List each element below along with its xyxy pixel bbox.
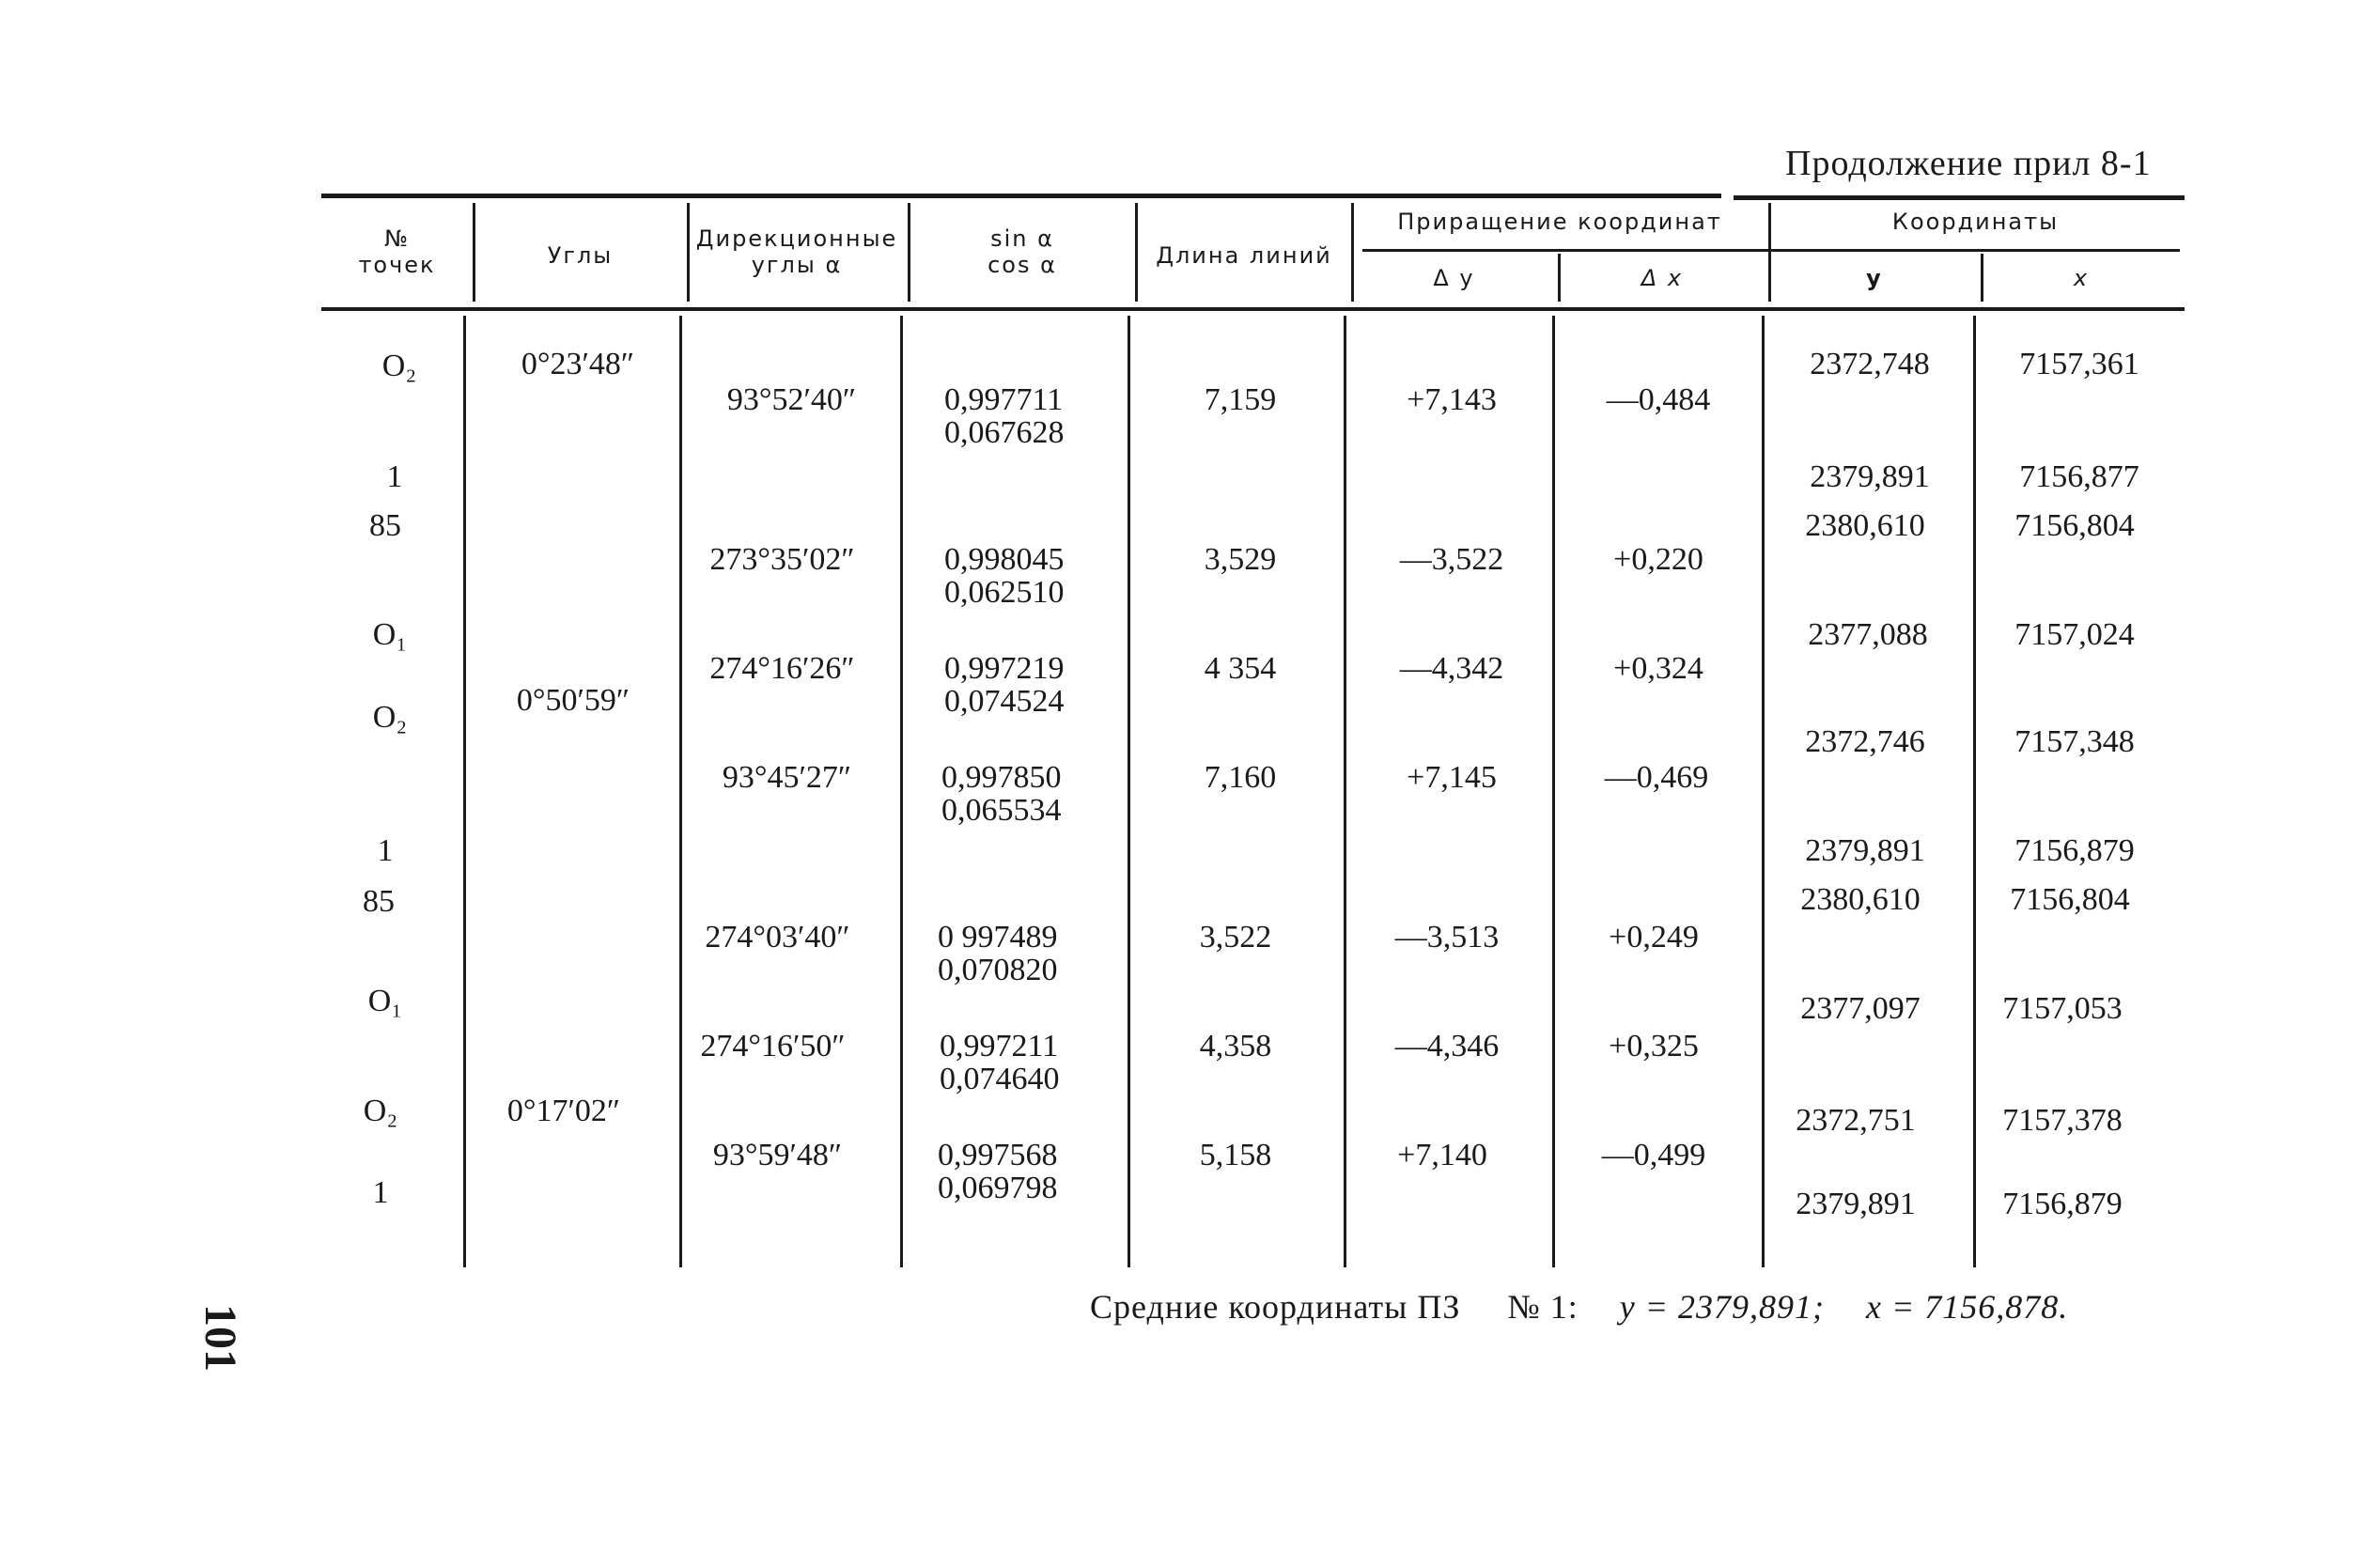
coord-x: 7156,877	[2019, 459, 2139, 494]
header-dir-angles: Дирекционные углы α	[695, 225, 898, 278]
delta-y: +7,145	[1407, 760, 1497, 795]
header-increment: Приращение координат	[1397, 209, 1722, 235]
page-number: 101	[195, 1304, 245, 1372]
sin-value: 0,997711	[944, 382, 1064, 417]
coord-y: 2380,610	[1805, 508, 1925, 543]
cos-value: 0,067628	[944, 415, 1065, 450]
col-rule-6b	[1552, 316, 1555, 1267]
delta-x: +0,249	[1609, 920, 1699, 955]
footer-x: x = 7156,878.	[1866, 1288, 2069, 1326]
header-dx: Δ x	[1641, 265, 1684, 291]
point-no: 1	[386, 459, 403, 494]
point-no: O₁	[372, 617, 408, 652]
coord-x: 7157,053	[2002, 991, 2123, 1026]
delta-x: —0,499	[1601, 1138, 1706, 1172]
point-no: 85	[369, 508, 401, 543]
delta-x: —0,484	[1606, 382, 1711, 417]
coord-x: 7156,804	[2010, 882, 2130, 917]
header-y: y	[1866, 265, 1883, 291]
coord-y: 2377,088	[1808, 617, 1928, 652]
sin-value: 0,997850	[941, 760, 1062, 795]
header-bottom-rule	[321, 307, 2185, 311]
coord-y: 2380,610	[1800, 882, 1921, 917]
line-length: 4 354	[1204, 651, 1277, 686]
point-angle: 0°23′48″	[521, 347, 635, 381]
line-length: 3,529	[1204, 542, 1277, 577]
coord-y: 2377,097	[1800, 991, 1921, 1026]
col-rule-5	[1351, 203, 1354, 302]
point-no: O₂	[381, 349, 417, 383]
line-length: 7,160	[1204, 760, 1277, 795]
sin-value: 0,997211	[940, 1029, 1059, 1063]
delta-x: +0,220	[1613, 542, 1703, 577]
col-rule-1	[473, 203, 475, 302]
col-rule-6	[1558, 254, 1561, 302]
dir-angle: 274°16′50″	[700, 1029, 846, 1063]
point-no: O₂	[372, 700, 408, 735]
sin-value: 0,997219	[944, 651, 1065, 686]
col-rule-7	[1768, 203, 1771, 302]
delta-y: +7,140	[1397, 1138, 1487, 1172]
footer-label: Средние координаты ПЗ	[1090, 1288, 1461, 1326]
table-top-rule	[321, 194, 1721, 198]
point-no: 85	[363, 884, 395, 919]
col-rule-8	[1981, 254, 1983, 302]
delta-y: —4,346	[1394, 1029, 1500, 1063]
line-length: 4,358	[1199, 1029, 1272, 1063]
sin-value: 0 997489	[938, 920, 1058, 955]
delta-y: —4,342	[1399, 651, 1504, 686]
table-top-rule-right	[1734, 195, 2185, 200]
dir-angle: 93°52′40″	[726, 382, 857, 417]
coord-y: 2379,891	[1810, 459, 1930, 494]
delta-x: +0,325	[1609, 1029, 1699, 1063]
coord-y: 2372,746	[1805, 724, 1925, 759]
col-rule-4b	[1128, 316, 1130, 1267]
cos-value: 0,074524	[944, 684, 1065, 719]
coord-x: 7157,378	[2002, 1103, 2123, 1138]
line-length: 7,159	[1204, 382, 1277, 417]
header-length: Длина линий	[1156, 242, 1332, 269]
line-length: 5,158	[1199, 1138, 1272, 1172]
header-coords: Координаты	[1891, 209, 2060, 235]
point-angle: 0°50′59″	[516, 683, 630, 718]
col-rule-3	[908, 203, 910, 302]
point-no: O₂	[363, 1094, 398, 1128]
subheader-rule	[1362, 249, 2180, 252]
dir-angle: 274°03′40″	[705, 920, 850, 955]
coord-y: 2379,891	[1805, 833, 1925, 868]
point-angle: 0°17′02″	[506, 1094, 621, 1128]
cos-value: 0,062510	[944, 575, 1065, 610]
header-x: x	[2073, 265, 2090, 291]
footer-number: № 1:	[1507, 1288, 1579, 1326]
header-angles: Углы	[547, 242, 614, 269]
delta-y: —3,513	[1394, 920, 1500, 955]
sin-value: 0,998045	[944, 542, 1065, 577]
point-no: 1	[372, 1175, 389, 1210]
mean-coordinates-footer	[1090, 1287, 2068, 1327]
col-rule-3b	[900, 316, 903, 1267]
col-rule-2	[687, 203, 690, 302]
delta-y: +7,143	[1407, 382, 1497, 417]
header-dy: Δ y	[1433, 265, 1475, 291]
col-rule-5b	[1344, 316, 1346, 1267]
point-no: 1	[377, 833, 394, 868]
coord-x: 7157,024	[2014, 617, 2135, 652]
cos-value: 0,074640	[940, 1062, 1060, 1096]
footer-y: y = 2379,891;	[1619, 1288, 1826, 1326]
header-sincos: sin α cos α	[988, 225, 1057, 278]
coord-y: 2372,751	[1796, 1103, 1916, 1138]
line-length: 3,522	[1199, 920, 1272, 955]
continuation-caption: Продолжение прил 8-1	[1785, 144, 2152, 183]
delta-y: —3,522	[1399, 542, 1504, 577]
coord-x: 7157,361	[2019, 347, 2139, 381]
coord-y: 2379,891	[1796, 1187, 1916, 1221]
coord-x: 7156,804	[2014, 508, 2135, 543]
header-point-no: № точек	[358, 225, 436, 278]
dir-angle: 274°16′26″	[709, 651, 855, 686]
coord-y: 2372,748	[1810, 347, 1930, 381]
col-rule-4	[1135, 203, 1138, 302]
dir-angle: 93°45′27″	[722, 760, 852, 795]
point-no: O₁	[367, 984, 403, 1018]
dir-angle: 93°59′48″	[712, 1138, 843, 1172]
coord-x: 7156,879	[2014, 833, 2135, 868]
cos-value: 0,069798	[938, 1171, 1058, 1205]
cos-value: 0,070820	[938, 953, 1058, 987]
cos-value: 0,065534	[941, 793, 1062, 828]
delta-x: +0,324	[1613, 651, 1703, 686]
coord-x: 7156,879	[2002, 1187, 2123, 1221]
coord-x: 7157,348	[2014, 724, 2135, 759]
delta-x: —0,469	[1604, 760, 1709, 795]
dir-angle: 273°35′02″	[709, 542, 855, 577]
sin-value: 0,997568	[938, 1138, 1058, 1172]
